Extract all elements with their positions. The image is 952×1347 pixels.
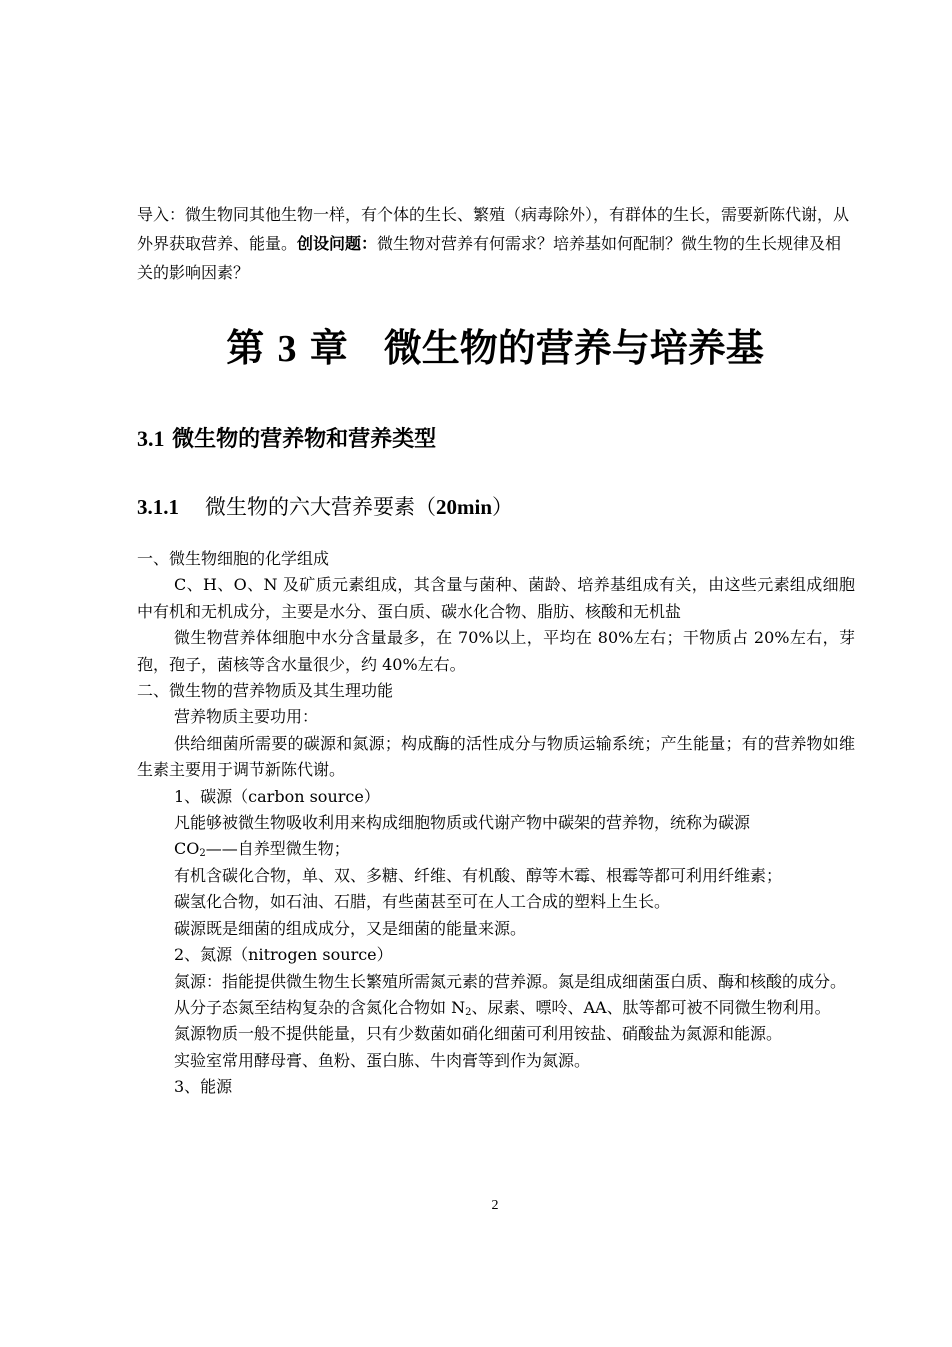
subsection-duration: 20min xyxy=(436,495,493,519)
subsection-heading xyxy=(137,490,513,524)
chapter-number: 3 xyxy=(277,328,297,370)
heading-carbon-source: 1、碳源（carbon source） xyxy=(174,786,380,806)
body-text xyxy=(137,546,855,1101)
paragraph-nitrogen-energy: 氮源物质一般不提供能量，只有少数菌如硝化细菌可利用铵盐、硝酸盐为氮源和能源。 xyxy=(174,1024,783,1044)
paragraph-nitrogen-definition: 氮源：指能提供微生物生长繁殖所需氮元素的营养源。氮是组成细菌蛋白质、酶和核酸的成分。 xyxy=(174,971,847,991)
chapter-title xyxy=(0,320,952,377)
intro-question-label: 创设问题： xyxy=(297,234,378,253)
subsection-title: 微生物的六大营养要素 xyxy=(205,495,415,519)
co2-desc: ——自养型微生物； xyxy=(205,839,350,859)
n2-desc: 、尿素、嘌呤、AA、肽等都可被不同微生物利用。 xyxy=(471,997,831,1017)
intro-lead: 导入：微生物同其他生物一样，有个体的生长、繁殖（病毒除外），有群体的生长，需要新陈代谢，从外界获取营养、能量。 xyxy=(137,205,850,253)
heading-energy-source: 3、能源 xyxy=(174,1077,233,1097)
intro-paragraph xyxy=(137,200,857,287)
section-number: 3.1 xyxy=(137,426,165,451)
co2-text: CO xyxy=(174,839,200,859)
paragraph-functions-label: 营养物质主要功用： xyxy=(174,707,319,727)
paragraph-nitrogen-forms xyxy=(137,995,855,1021)
paragraph-hydrocarbon: 碳氢化合物，如石油、石腊，有些菌甚至可在人工合成的塑料上生长。 xyxy=(174,892,671,912)
paragraph-functions: 供给细菌所需要的碳源和氮源；构成酶的活性成分与物质运输系统；产生能量；有的营养物如维生素主要用于调节新陈代谢。 xyxy=(137,733,855,780)
page-number: 2 xyxy=(491,1198,499,1213)
paragraph-co2 xyxy=(137,836,855,862)
heading-chemical-composition: 一、微生物细胞的化学组成 xyxy=(137,549,330,568)
intro-questions: 微生物对营养有何需求？培养基如何配制？微生物的生长规律及相关的影响因素？ xyxy=(137,234,842,282)
heading-nutrients: 二、微生物的营养物质及其生理功能 xyxy=(137,681,394,701)
paragraph-carbon-summary: 碳源既是细菌的组成成分，又是细菌的能量来源。 xyxy=(174,918,527,938)
paragraph-carbon-definition: 凡能够被微生物吸收利用来构成细胞物质或代谢产物中碳架的营养物，统称为碳源 xyxy=(174,813,751,833)
n2-text: 从分子态氮至结构复杂的含氮化合物如 N xyxy=(174,997,466,1017)
co2-subscript: 2 xyxy=(199,848,206,860)
subsection-paren-open: （ xyxy=(415,495,436,519)
chapter-name: 微生物的营养与培养基 xyxy=(383,325,764,370)
section-heading xyxy=(137,422,436,457)
section-title: 微生物的营养物和营养类型 xyxy=(172,427,437,452)
subsection-paren-close: ） xyxy=(492,495,514,519)
n2-subscript: 2 xyxy=(465,1006,472,1018)
chapter-suffix: 章 xyxy=(309,325,348,370)
chapter-prefix: 第 xyxy=(226,325,265,370)
paragraph-organic-carbon: 有机含碳化合物，单、双、多糖、纤维、有机酸、醇等木霉、根霉等都可利用纤维素； xyxy=(174,865,783,885)
subsection-number: 3.1.1 xyxy=(137,495,179,519)
paragraph-nitrogen-lab: 实验室常用酵母膏、鱼粉、蛋白胨、牛肉膏等到作为氮源。 xyxy=(174,1050,591,1070)
paragraph-water-content: 微生物营养体细胞中水分含量最多，在 70%以上，平均在 80%左右；干物质占 20%左右，芽孢，孢子，菌核等含水量很少，约 40%左右。 xyxy=(137,628,855,674)
paragraph-elements: C、H、O、N 及矿质元素组成，其含量与菌种、菌龄、培养基组成有关，由这些元素组成细胞中有机和无机成分，主要是水分、蛋白质、碳水化合物、脂肪、核酸和无机盐 xyxy=(137,575,855,621)
heading-nitrogen-source: 2、氮源（nitrogen source） xyxy=(174,945,393,965)
